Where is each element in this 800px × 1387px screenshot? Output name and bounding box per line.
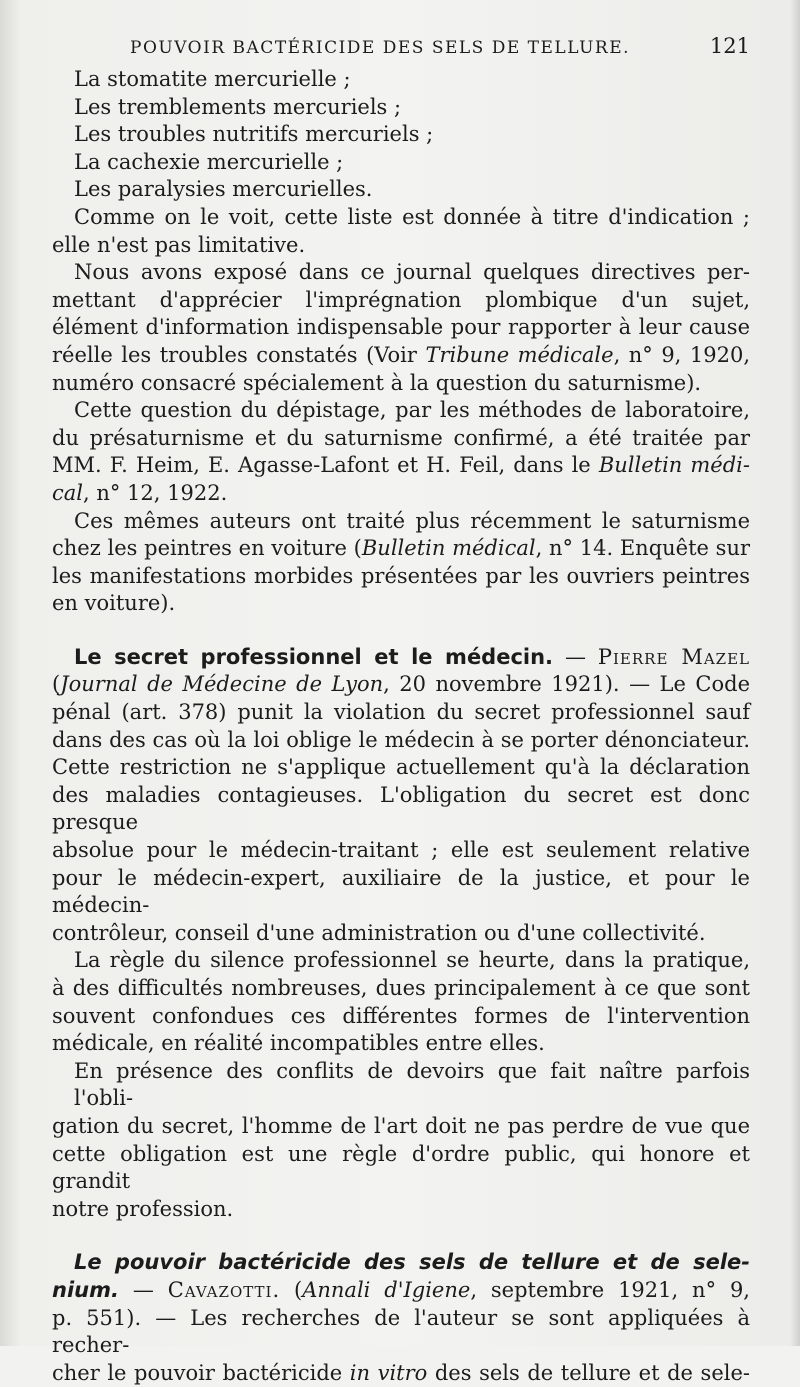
paragraph xyxy=(52,259,750,397)
text-line: p. 551). — Les recherches de l'auteur se sont appliquées à recher- xyxy=(52,1305,750,1358)
article-author: Cavazotti. xyxy=(167,1277,281,1302)
text-line: Comme on le voit, cette liste est donnée à titre d'indication ; xyxy=(74,204,750,229)
article-title: Le pouvoir bactéricide des sels de tellure et de sele- xyxy=(74,1250,750,1275)
article-heading xyxy=(52,644,750,672)
list-item: La cachexie mercurielle ; xyxy=(74,149,344,174)
text-line: les manifestations morbides présentées par les ouvriers peintres xyxy=(52,563,750,588)
text-span: MM. F. Heim, E. Agasse-Lafont et H. Feil, dans le xyxy=(52,453,599,478)
text-line: médicale, en réalité incompatibles entre elles. xyxy=(52,1031,545,1056)
article-secret-professionnel xyxy=(52,644,750,1223)
text-line: Ces mêmes auteurs ont traité plus récemment le saturnisme xyxy=(74,508,750,533)
text-line: pénal (art. 378) punit la violation du secret professionnel sauf xyxy=(52,700,750,725)
article-title: nium. xyxy=(52,1277,119,1302)
text-line xyxy=(52,480,750,508)
text-line: cette obligation est une règle d'ordre public, qui honore et grandit xyxy=(52,1141,750,1194)
text-line: Nous avons exposé dans ce journal quelques directives per- xyxy=(74,260,750,285)
text-span: chez les peintres en voiture ( xyxy=(52,536,362,561)
article-heading xyxy=(52,1249,750,1277)
paragraph xyxy=(52,508,750,618)
latin-term: in vitro xyxy=(349,1360,428,1385)
text-line xyxy=(52,342,750,370)
journal-title: Annali d'Igiene xyxy=(302,1277,471,1302)
text-line xyxy=(52,535,750,563)
text-span: , n° 14. Enquête sur xyxy=(535,536,751,561)
article-tellure xyxy=(52,1249,750,1387)
text-line: élément d'information indispensable pour rapporter à leur cause xyxy=(52,315,750,340)
article-author: Pierre Mazel xyxy=(597,644,750,669)
text-line: dans des cas où la loi oblige le médecin à se porter dénonciateur. xyxy=(52,727,750,752)
text-span: ( xyxy=(52,672,61,697)
text-span: , n° 12, 1922. xyxy=(83,480,228,505)
list xyxy=(52,66,750,204)
text-line: La règle du silence professionnel se heurte, dans la pratique, xyxy=(74,948,750,973)
text-span: réelle les troubles constatés (Voir xyxy=(52,342,426,367)
journal-title: Bulletin médi- xyxy=(598,453,750,478)
text-line: mettant d'apprécier l'imprégnation plombique d'un sujet, xyxy=(52,287,750,312)
text-line: du présaturnisme et du saturnisme confirmé, a été traitée par xyxy=(52,425,750,450)
paragraph xyxy=(52,397,750,507)
text-span: des sels de tellure et de sele- xyxy=(427,1360,750,1385)
text-span: , septembre 1921, n° 9, xyxy=(470,1277,750,1302)
journal-title: Bulletin médical xyxy=(361,536,536,561)
text-line xyxy=(52,1360,750,1387)
text-line xyxy=(52,671,750,699)
text-span: — xyxy=(118,1277,168,1302)
list-item: Les paralysies mercurielles. xyxy=(74,177,373,202)
paragraph xyxy=(52,204,750,259)
text-span: cher le pouvoir bactéricide xyxy=(52,1360,350,1385)
text-line: notre profession. xyxy=(52,1196,234,1221)
text-line: Cette restriction ne s'applique actuellement qu'à la déclaration xyxy=(52,755,750,780)
journal-title: cal xyxy=(52,480,83,505)
text-line: gation du secret, l'homme de l'art doit ne pas perdre de vue que xyxy=(52,1113,750,1138)
text-line: Cette question du dépistage, par les méthodes de laboratoire, xyxy=(74,398,750,423)
article-title: Le secret professionnel et le médecin. xyxy=(74,644,554,669)
text-line xyxy=(52,452,750,480)
text-line: contrôleur, conseil d'une administration ou d'une collectivité. xyxy=(52,920,706,945)
list-item: La stomatite mercurielle ; xyxy=(74,67,351,91)
text-span: , n° 9, 1920, xyxy=(613,342,750,367)
text-span: — xyxy=(553,644,598,669)
text-span: ( xyxy=(280,1277,303,1302)
text-line: absolue pour le médecin-traitant ; elle est seulement relative xyxy=(52,838,750,863)
journal-title: Journal de Médecine de Lyon xyxy=(60,672,384,697)
text-line xyxy=(52,1277,750,1305)
text-line: En présence des conflits de devoirs que fait naître parfois l'obli- xyxy=(74,1058,750,1111)
text-span: , 20 novembre 1921). — Le Code xyxy=(383,672,750,697)
list-item: Les troubles nutritifs mercuriels ; xyxy=(74,122,434,147)
page-number: 121 xyxy=(709,34,750,58)
journal-title: Tribune médicale xyxy=(425,342,614,367)
text-line: des maladies contagieuses. L'obligation du secret est donc presque xyxy=(52,782,750,835)
text-line: elle n'est pas limitative. xyxy=(52,232,306,257)
list-item: Les tremblements mercuriels ; xyxy=(74,94,402,119)
running-head xyxy=(130,34,750,58)
body-text xyxy=(52,66,750,1387)
text-line: à des difficultés nombreuses, dues principalement à ce que sont xyxy=(52,976,750,1000)
text-line: numéro consacré spécialement à la question du saturnisme). xyxy=(52,370,702,395)
text-line: souvent confondues ces différentes formes de l'intervention xyxy=(52,1003,750,1028)
running-title: POUVOIR BACTÉRICIDE DES SELS DE TELLURE. xyxy=(130,38,631,58)
text-line: pour le médecin-expert, auxiliaire de la justice, et pour le médecin- xyxy=(52,865,750,918)
text-line: en voiture). xyxy=(52,591,176,616)
